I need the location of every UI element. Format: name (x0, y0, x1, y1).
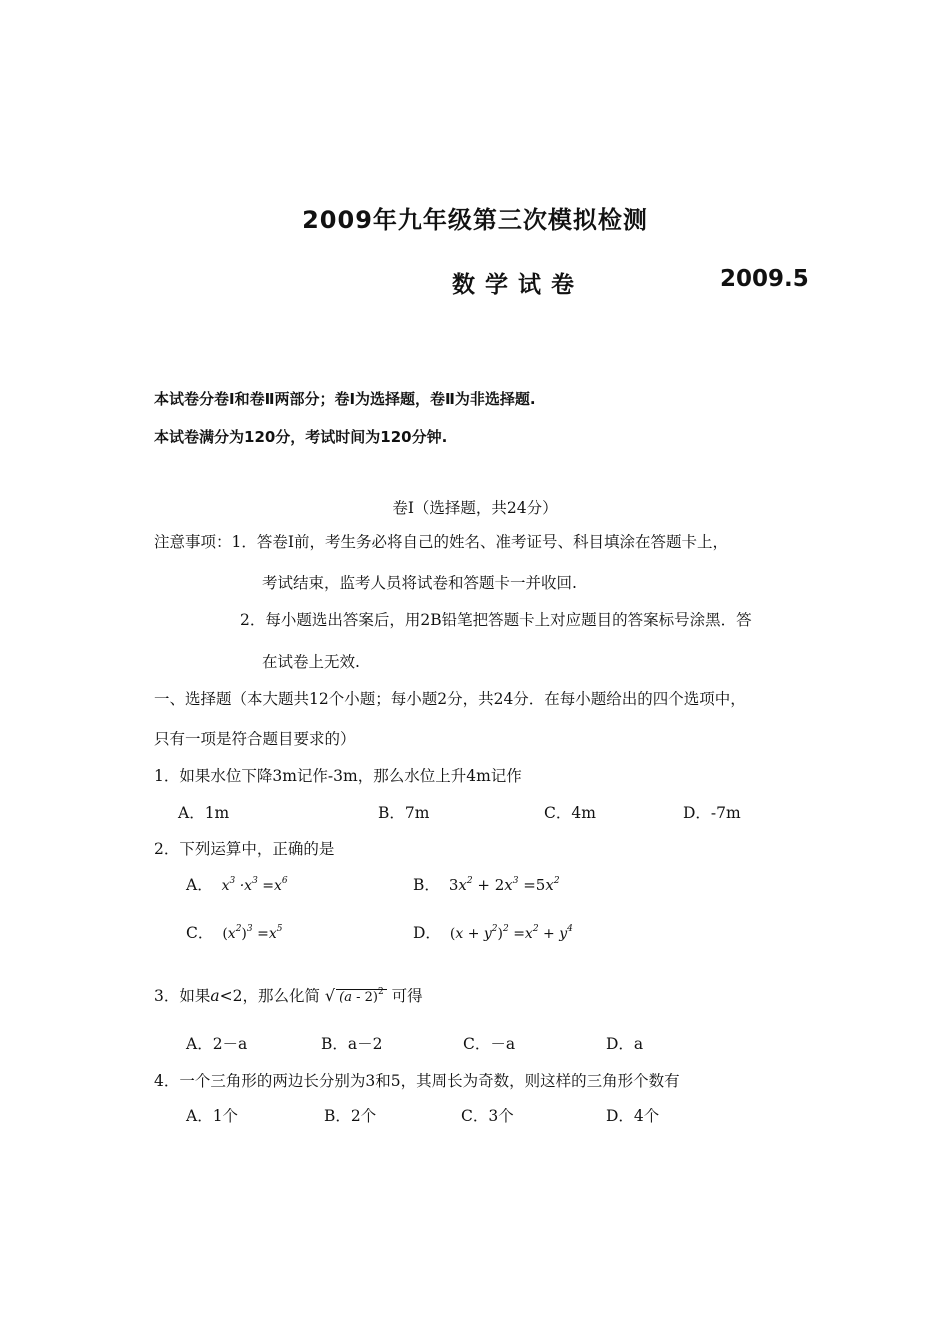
q2-option-b-formula: $3x^2 + 2x^3 =5x^2$ (448, 876, 560, 894)
q1-option-a: A．1m (178, 804, 230, 822)
q4-stem: 4．一个三角形的两边长分别为3和5，其周长为奇数，则这样的三角形个数有 (154, 1072, 680, 1090)
notes-line-2b: 在试卷上无效. (262, 653, 360, 671)
intro-line-1: 本试卷分卷Ⅰ和卷Ⅱ两部分；卷Ⅰ为选择题，卷Ⅱ为非选择题. (154, 390, 536, 408)
q2-option-b (413, 873, 560, 895)
q2-stem: 2．下列运算中，正确的是 (154, 840, 335, 858)
notes-line-1b: 考试结束，监考人员将试卷和答题卡一并收回. (262, 574, 577, 592)
q2-option-d (413, 921, 573, 943)
intro-line-2: 本试卷满分为120分，考试时间为120分钟. (154, 428, 448, 446)
q3-stem-var: a (210, 987, 220, 1005)
part-one-line-1: 一、选择题（本大题共12个小题；每小题2分，共24分．在每小题给出的四个选项中， (154, 690, 746, 708)
q3-option-a: A．2－a (186, 1035, 248, 1053)
q3-stem (154, 984, 423, 1006)
q3-stem-prefix: 3．如果 (154, 987, 211, 1005)
q3-option-c: C．－a (463, 1035, 516, 1053)
exam-date: 2009.5 (720, 266, 809, 292)
q2-option-c-formula: $(x^2)^3 =x^5$ (222, 924, 283, 942)
q3-option-d: D．a (606, 1035, 644, 1053)
q1-stem: 1．如果水位下降3m记作-3m，那么水位上升4m记作 (154, 767, 522, 785)
q3-stem-mid: <2，那么化简 (219, 987, 320, 1005)
q4-option-a: A．1个 (186, 1107, 239, 1125)
q2-option-c-label: C． (186, 924, 214, 942)
q2-option-d-formula: $(x + y^2)^2 =x^2 + y^4$ (449, 924, 573, 942)
q1-option-c: C．4m (544, 804, 596, 822)
exam-title: 2009年九年级第三次模拟检测 (302, 206, 648, 234)
q3-radical: √ (324, 986, 336, 1005)
q2-option-c (186, 921, 282, 943)
section-title: 卷Ⅰ（选择题，共24分） (392, 499, 558, 517)
q4-option-b: B．2个 (324, 1107, 377, 1125)
q4-option-d: D．4个 (606, 1107, 660, 1125)
q2-option-d-label: D． (413, 924, 441, 942)
part-one-line-2: 只有一项是符合题目要求的） (154, 730, 356, 748)
q2-option-a-label: A． (186, 876, 213, 894)
q2-option-a-formula: $x^3 \cdot x^3 =x^6$ (221, 876, 288, 894)
q4-option-c: C．3个 (461, 1107, 514, 1125)
q1-option-b: B．7m (378, 804, 430, 822)
q3-stem-suffix: 可得 (391, 987, 423, 1005)
q2-option-a (186, 873, 288, 895)
q2-option-b-label: B． (413, 876, 440, 894)
q3-option-b: B．a－2 (321, 1035, 383, 1053)
notes-line-1: 注意事项：1．答卷Ⅰ前，考生务必将自己的姓名、准考证号、科目填涂在答题卡上， (154, 533, 728, 551)
q1-option-d: D．-7m (683, 804, 741, 822)
notes-line-2: 2．每小题选出答案后，用2B铅笔把答题卡上对应题目的答案标号涂黑．答 (240, 611, 752, 629)
exam-subtitle: 数学试卷 (452, 272, 584, 298)
q3-radicand: (a - 2)$^2$ (336, 989, 387, 1006)
